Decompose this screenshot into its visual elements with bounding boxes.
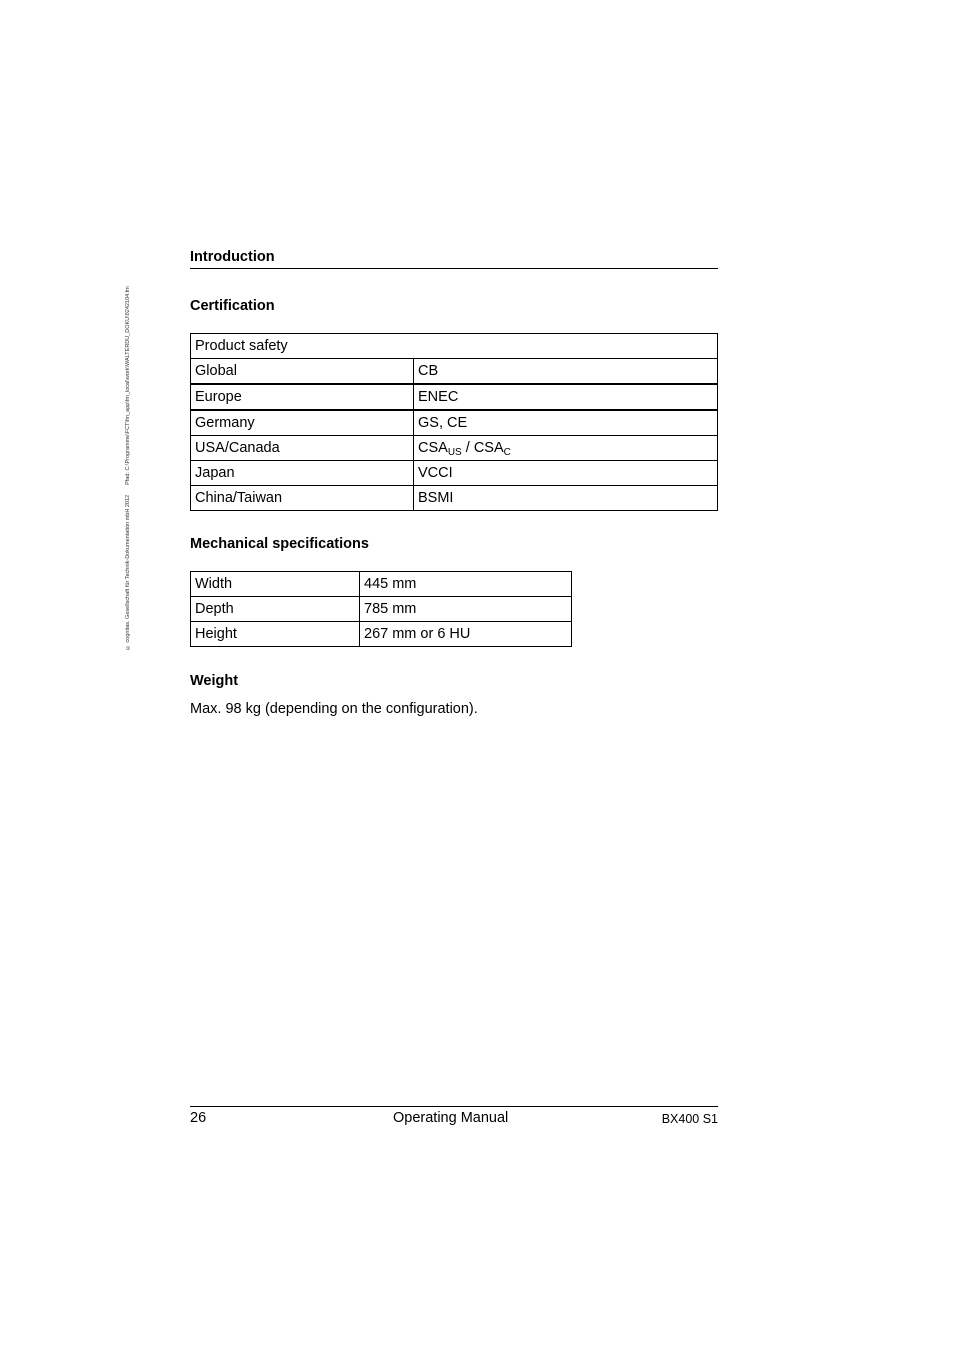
region-cell: Europe <box>191 384 414 410</box>
mark-sub-c: C <box>503 447 511 458</box>
mark-csa: CSA <box>418 440 448 456</box>
table-header-row <box>191 334 718 359</box>
mark-cell: CB <box>414 359 718 385</box>
mark-sub-us: US <box>447 447 462 458</box>
region-cell: Japan <box>191 461 414 486</box>
mechanical-table <box>190 571 572 647</box>
region-cell: Global <box>191 359 414 385</box>
sidebar-copyright: © cognitas. Gesellschaft für Technik-Dokumentation mbH 2012 <box>125 494 131 650</box>
sidebar-text <box>125 240 131 650</box>
region-cell: Germany <box>191 410 414 436</box>
mechanical-title: Mechanical specifications <box>190 536 369 552</box>
table-row <box>191 622 572 647</box>
table-row <box>191 384 718 410</box>
mark-cell: VCCI <box>414 461 718 486</box>
spec-label: Width <box>191 572 360 597</box>
table-row <box>191 597 572 622</box>
region-cell: China/Taiwan <box>191 486 414 511</box>
footer-divider <box>190 1106 718 1107</box>
region-cell: USA/Canada <box>191 436 414 461</box>
mark-separator: / CSA <box>461 440 504 456</box>
weight-text: Max. 98 kg (depending on the configuration). <box>190 701 478 717</box>
mark-cell <box>414 436 718 461</box>
spec-value: 267 mm or 6 HU <box>360 622 572 647</box>
spec-value: 785 mm <box>360 597 572 622</box>
spec-label: Depth <box>191 597 360 622</box>
table-row <box>191 461 718 486</box>
mark-cell: BSMI <box>414 486 718 511</box>
footer-model: BX400 S1 <box>661 1112 718 1126</box>
certification-title: Certification <box>190 298 275 314</box>
header-title: Introduction <box>190 249 275 265</box>
spec-label: Height <box>191 622 360 647</box>
table-row <box>191 486 718 511</box>
table-row <box>191 410 718 436</box>
table-row <box>191 572 572 597</box>
sidebar-path: Pfad: C:\Programme\FCT\fm_app\fm_local\work\WALTERDU_DOKU\9242104.fm <box>125 286 131 485</box>
page-number: 26 <box>190 1110 207 1126</box>
weight-title: Weight <box>190 673 239 689</box>
footer-manual-title: Operating Manual <box>393 1110 509 1126</box>
table-row <box>191 359 718 385</box>
running-header <box>190 249 718 269</box>
table-row <box>191 436 718 461</box>
certification-table <box>190 333 718 511</box>
sidebar-file-info <box>122 240 134 650</box>
table-header-cell: Product safety <box>191 334 718 359</box>
spec-value: 445 mm <box>360 572 572 597</box>
mark-cell: ENEC <box>414 384 718 410</box>
mark-cell: GS, CE <box>414 410 718 436</box>
